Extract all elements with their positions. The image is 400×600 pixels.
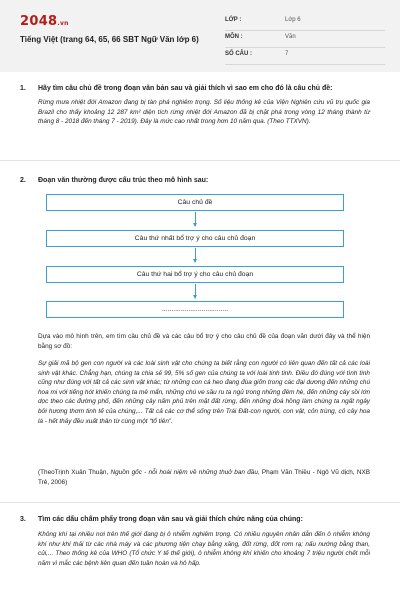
logo-suffix: .vn	[57, 20, 69, 27]
meta-value: 7	[285, 51, 289, 57]
meta-row-subject	[225, 31, 385, 48]
meta-label: SỐ CÂU :	[225, 51, 252, 57]
meta-row-class	[225, 14, 385, 31]
meta-label: LỚP :	[225, 17, 242, 23]
site-logo[interactable]	[20, 14, 69, 29]
question-3-passage: Không khí tại nhiều nơi trên thế giới đang bị ô nhiễm nghiêm trọng. Có nhiều nguyên nhân dẫn đến ô nhiễm không khí như khí thải từ các nhà máy và các phương tiện chạy bằng xăng, đốt rừng, đốt rơm rạ; nấu nướng bằng than, củi,... Theo thống kê của WHO (Tổ chức Y tế thế giới), ô nhiễm không khí khiến cho khoảng 7 triệu người chết mỗi năm vì mắc các bệnh liên quan đến tuần hoàn và hô hấp.	[38, 531, 370, 567]
question-2-instruction: Dựa vào mô hình trên, em tìm câu chủ đề và các câu bổ trợ ý cho câu chủ đề của đoạn văn dưới đây và thể hiện bằng sơ đồ:	[38, 333, 370, 350]
question-number: 2.	[20, 177, 26, 184]
question-text: Hãy tìm câu chủ đề trong đoạn văn bản sau và giải thích vì sao em cho đó là câu chủ đề:	[38, 85, 333, 92]
page-title: Tiếng Việt (trang 64, 65, 66 SBT Ngữ Văn lớp 6)	[20, 35, 199, 44]
diagram-box-topic-sentence: Câu chủ đề	[46, 194, 344, 211]
diagram-box-support-1: Câu thứ nhất bổ trợ ý cho câu chủ đoạn	[46, 230, 344, 247]
diagram-box-ellipsis: ...................................	[46, 301, 344, 318]
diagram-arrow	[195, 212, 196, 226]
question-number: 1.	[20, 85, 26, 92]
source-prefix: (TheoTrịnh Xuân Thuận,	[38, 469, 111, 476]
source-title: Nguồn gốc - nỗi hoài niệm về những thuở ban đầu	[110, 469, 258, 476]
question-number: 3.	[20, 516, 26, 523]
question-text: Đoạn văn thường được cấu trúc theo mô hình sau:	[38, 177, 209, 184]
diagram-arrow	[195, 284, 196, 298]
logo-text: 2048	[20, 14, 58, 29]
paragraph-structure-diagram	[46, 194, 344, 318]
meta-value: Văn	[285, 34, 296, 40]
diagram-arrow	[195, 248, 196, 262]
meta-value: Lớp 6	[285, 17, 301, 23]
question-1-passage: Rừng mưa nhiệt đới Amazon đang bị tàn phá nghiêm trọng. Số liệu thống kê của Viện Nghiên cứu vũ trụ quốc gia Brazil cho thấy khoảng 12 287 km² diện tích rừng nhiệt đới Amazon đã bị chặt phá trong vòng 12 tháng thành từ tháng 8 - 2018 đến tháng 7 - 2019). Đây là mức cao nhất trong hơn 10 năm qua. (Theo TTXVN).	[38, 99, 370, 126]
meta-label: MÔN :	[225, 34, 243, 40]
question-2-source	[38, 468, 370, 487]
question-text: Tìm các dấu chấm phẩy trong đoạn văn sau và giải thích chức năng của chúng:	[38, 516, 303, 523]
diagram-box-support-2: Câu thứ hai bổ trợ ý cho câu chủ đoạn	[46, 266, 344, 283]
meta-table	[225, 14, 385, 65]
source-suffix: , Phạm Văn Thiều - Ngô Vũ dịch, NXB Trẻ, 2006)	[38, 469, 370, 486]
divider	[0, 502, 400, 503]
divider	[0, 160, 400, 161]
page-header	[0, 0, 400, 72]
question-2-passage: Sự giải mã bộ gen con người và các loài sinh vật cho chúng ta biết rằng con người có liên quan đến tất cả các loài sinh vật khác. Chẳng hạn, chúng ta chia sẻ 99, 5% số gen của chúng ta với loài tinh tinh. Điều đó đúng với tình tình cũng như đúng với tất cả các sinh vật khác; từ những con cá heo đang đùa giỡn trong các đại dương đến những chú hoa mi với tiếng hót khiến chúng ta mê mẩn, những chú ve sầu ru ta ngủ trong những đêm hè, đến những cây sồi lớn dọc theo các đường phố, đến những cây nấm phủ trên mặt đất rừng, đến những đoá hồng làm chúng ta ngất ngây bởi hương thơm tinh tế của chúng,... Tất cả các cơ thể sống trên Trái Đất-con người, con vật, cỏn trùng, cỏ cây hoa lá - hết thảy đều xuất thân từ cùng một “tổ tiên”.	[38, 360, 370, 425]
meta-row-count	[225, 48, 385, 65]
